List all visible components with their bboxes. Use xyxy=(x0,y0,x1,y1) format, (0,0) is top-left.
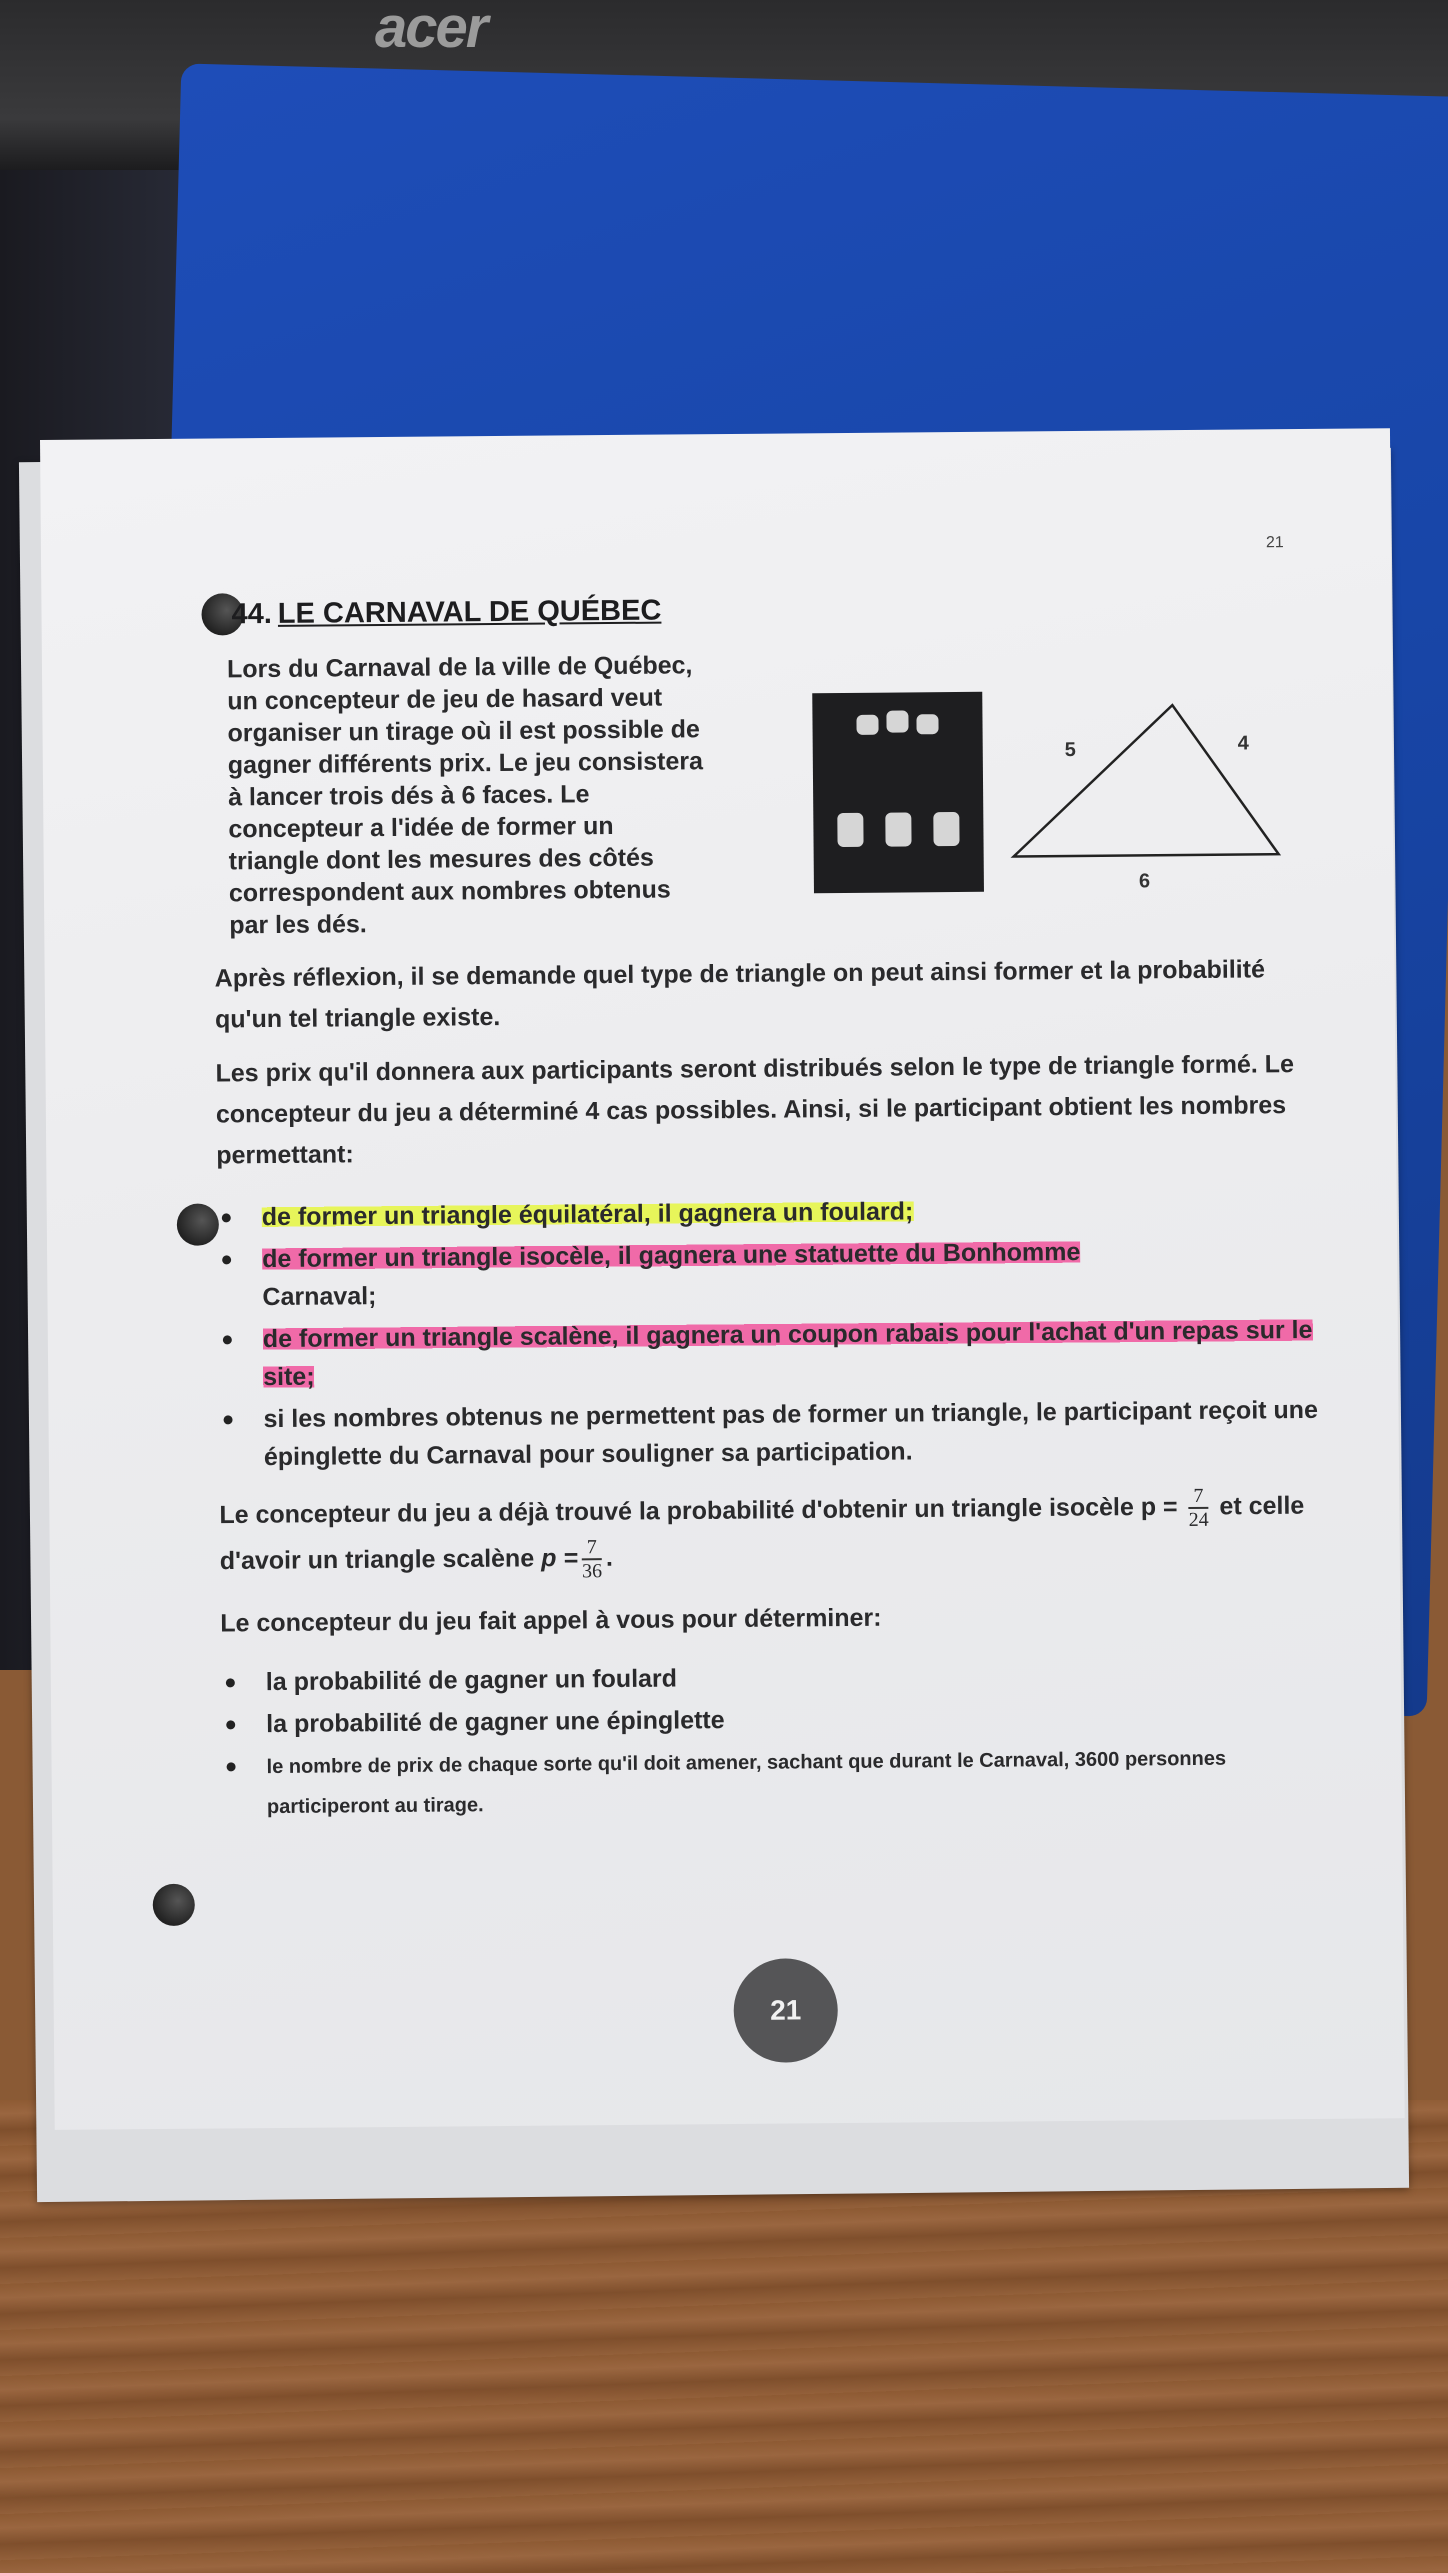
prob-equation: p = xyxy=(540,1543,579,1573)
list-item xyxy=(226,1738,1347,1828)
intro-line: correspondent aux nombres obtenus xyxy=(228,875,671,908)
die-icon xyxy=(933,812,959,846)
dice-image xyxy=(812,692,984,893)
prize-list xyxy=(222,1189,1324,1481)
side-label-left: 5 xyxy=(1064,738,1076,762)
intro-line: gagner différents prix. Le jeu consistera xyxy=(227,747,704,780)
side-label-right: 4 xyxy=(1237,732,1249,755)
fraction-denominator: 24 xyxy=(1188,1508,1209,1532)
paragraph-reflection: Après réflexion, il se demande quel type de triangle on peut ainsi former et la probabilité qu'un tel triangle existe. xyxy=(214,955,1266,1034)
fraction-scalene xyxy=(582,1536,602,1582)
binder-hole-icon xyxy=(153,1884,195,1926)
page-number-badge: 21 xyxy=(733,1958,838,2063)
fraction-isosceles xyxy=(1188,1485,1208,1531)
list-item xyxy=(226,1654,1346,1702)
list-item-text: si les nombres obtenus ne permettent pas de former un triangle, le participant reçoit une épinglette du Carnaval pour souligner sa participation. xyxy=(263,1395,1319,1472)
fraction-numerator: 7 xyxy=(582,1536,602,1560)
list-item-text: la probabilité de gagner un foulard xyxy=(265,1664,678,1697)
die-icon xyxy=(886,710,908,732)
list-item xyxy=(226,1696,1346,1744)
list-item-text: de former un triangle isocèle, il gagnera une statuette du Bonhomme xyxy=(262,1237,1081,1274)
exercise-number: 44. xyxy=(231,597,272,631)
list-item xyxy=(222,1189,1322,1237)
fraction-numerator: 7 xyxy=(1188,1485,1208,1509)
task-list xyxy=(226,1654,1347,1832)
exercise-title: LE CARNAVAL DE QUÉBEC xyxy=(277,594,662,630)
fraction-denominator: 36 xyxy=(581,1560,603,1583)
die-icon xyxy=(837,813,863,847)
list-item-text: la probabilité de gagner une épinglette xyxy=(266,1706,725,1739)
triangle-figure xyxy=(1002,684,1324,897)
paragraph-prizes: Les prix qu'il donnera aux participants seront distribués selon le type de triangle formé. Le concepteur du jeu a déterminé 4 cas possibles. Ainsi, si le participant obtient les nombres permettant: xyxy=(215,1050,1295,1170)
binder-hole-icon xyxy=(177,1203,219,1245)
paragraph-task-intro: Le concepteur du jeu fait appel à vous pour déterminer: xyxy=(220,1603,882,1638)
laptop-brand-logo: acer xyxy=(375,0,487,60)
intro-line: Lors du Carnaval de la ville de Québec, xyxy=(226,651,693,684)
die-icon xyxy=(856,715,878,735)
intro-text xyxy=(227,648,789,941)
list-item-text: de former un triangle équilatéral, il gagnera un foulard; xyxy=(261,1197,914,1232)
list-item-text: le nombre de prix de chaque sorte qu'il doit amener, sachant que durant le Carnaval, 3600 personnes participeront au tirage. xyxy=(266,1747,1227,1819)
list-item-text: de former un triangle scalène, il gagnera un coupon rabais pour l'achat d'un repas sur le site; xyxy=(262,1315,1313,1392)
worksheet-page xyxy=(40,428,1405,2130)
intro-line: par les dés. xyxy=(229,910,367,940)
list-item xyxy=(223,1311,1324,1397)
die-icon xyxy=(916,714,938,734)
paragraph-probabilities xyxy=(219,1484,1340,1586)
intro-line: organiser un tirage où il est possible de xyxy=(227,715,700,748)
corner-page-number: 21 xyxy=(1265,534,1284,552)
exercise-heading xyxy=(231,595,661,632)
die-icon xyxy=(885,812,911,846)
prob-text: et celle d'avoir un triangle scalène xyxy=(219,1491,1305,1576)
period: . xyxy=(605,1543,614,1572)
intro-line: concepteur a l'idée de former un xyxy=(228,812,614,844)
triangle-shape xyxy=(1012,704,1278,856)
list-item-text: Carnaval; xyxy=(262,1282,377,1312)
intro-line: un concepteur de jeu de hasard veut xyxy=(227,683,663,716)
intro-line: triangle dont les mesures des côtés xyxy=(228,843,654,876)
prob-text: Le concepteur du jeu a déjà trouvé la probabilité d'obtenir un triangle isocèle p = xyxy=(219,1492,1178,1530)
list-item xyxy=(223,1391,1324,1477)
side-label-bottom: 6 xyxy=(1138,870,1151,893)
intro-line: à lancer trois dés à 6 faces. Le xyxy=(228,780,590,812)
list-item xyxy=(222,1231,1323,1317)
